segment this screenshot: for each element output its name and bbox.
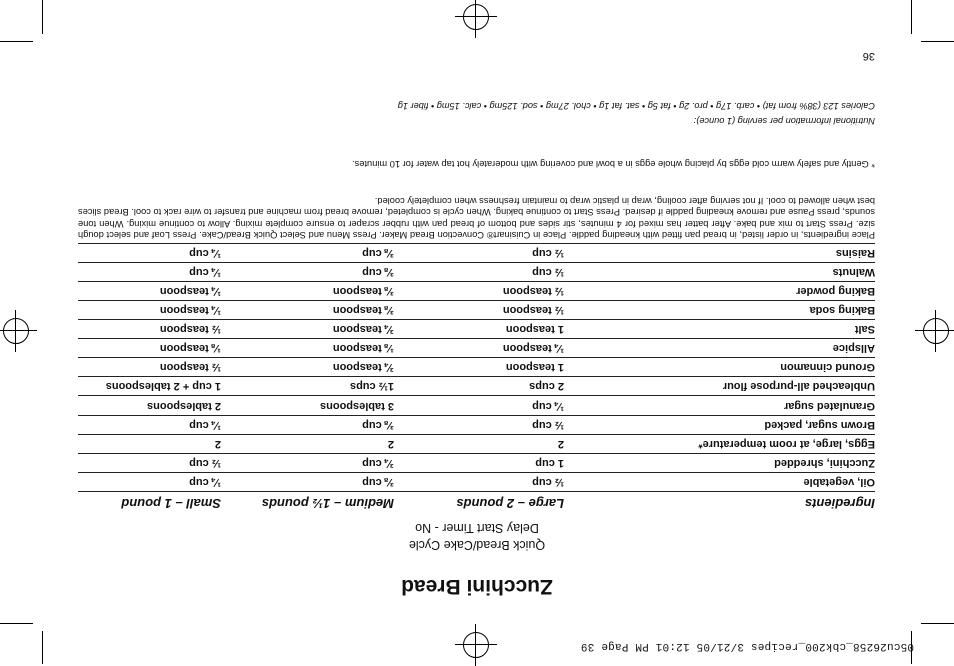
amount-small: ½ cup — [189, 456, 221, 469]
table-row — [78, 281, 875, 301]
ingredient-name: Unbleached all-purpose flour — [722, 380, 875, 393]
page-number: 36 — [862, 50, 875, 62]
ingredient-name: Salt — [854, 323, 875, 336]
amount-large: ¼ teaspoon — [502, 342, 564, 355]
table-row — [78, 243, 875, 263]
amount-medium: 1½ cups — [349, 380, 394, 393]
amount-large: ½ cup — [532, 265, 564, 278]
ingredient-name: Granulated sugar — [783, 399, 875, 412]
table-row — [78, 262, 875, 282]
amount-medium: ⅜ teaspoon — [332, 304, 394, 317]
ingredient-name: Eggs, large, at room temperature* — [698, 437, 875, 450]
amount-medium: ¾ teaspoon — [332, 361, 394, 374]
amount-large: ½ teaspoon — [502, 285, 564, 297]
amount-medium: 2 — [387, 437, 394, 450]
registration-mark-icon — [463, 632, 489, 658]
amount-large: ½ cup — [532, 476, 564, 488]
amount-large: 2 cups — [529, 380, 564, 393]
amount-large: 2 — [557, 437, 564, 450]
ingredient-name: Raisins — [835, 246, 875, 259]
table-row — [78, 434, 875, 454]
amount-small: ¼ cup — [189, 246, 221, 259]
registration-mark-icon — [3, 318, 29, 344]
amount-medium: ⅛ teaspoon — [332, 342, 394, 355]
amount-medium: 3 tablespoons — [320, 399, 394, 412]
table-row — [78, 338, 875, 358]
amount-small: 2 — [214, 437, 221, 450]
crop-mark — [911, 0, 912, 34]
amount-small: 2 tablespoons — [147, 399, 221, 412]
amount-medium: ¾ cup — [362, 456, 394, 469]
table-row — [78, 396, 875, 416]
nutrition-title: Nutritional information per serving (1 ounce): — [693, 116, 875, 126]
table-row — [78, 472, 875, 492]
amount-small: ½ teaspoon — [159, 323, 221, 336]
amount-large: ½ cup — [532, 418, 564, 431]
table-row — [78, 357, 875, 377]
print-slug: 05cu26258_cbk200_recipes 3/21/05 12:01 PM Page 39 — [580, 640, 914, 652]
crop-mark — [42, 0, 43, 34]
amount-medium: ⅜ cup — [362, 265, 394, 278]
amount-small: 1 cup + 2 tablespoons — [105, 380, 221, 393]
cycle-text: Quick Bread/Cake Cycle — [408, 538, 546, 552]
header-medium: Medium – 1½ pounds — [261, 496, 394, 511]
row-divider — [78, 243, 875, 244]
amount-small: ¼ cup — [189, 418, 221, 431]
amount-medium: ⅜ cup — [362, 246, 394, 259]
table-row — [78, 453, 875, 473]
amount-medium: ⅜ cup — [362, 476, 394, 488]
nutrition-values: Calories 123 (38% from fat) • carb. 17g • pro. 2g • fat 5g • sat. fat 1g • chol. 27mg • sod. 125mg • calc. 15mg • fiber 1g — [397, 101, 875, 111]
recipe-title: Zucchini Bread — [401, 575, 553, 598]
table-row — [78, 377, 875, 397]
ingredient-name: Allspice — [832, 342, 875, 355]
ingredient-name: Ground cinnamon — [780, 361, 875, 374]
ingredient-name: Oil, vegetable — [803, 476, 875, 488]
amount-large: ½ teaspoon — [502, 304, 564, 317]
table-row — [78, 300, 875, 320]
registration-mark-icon — [923, 318, 949, 344]
amount-large: 1 cup — [535, 456, 564, 469]
amount-small: ¼ cup — [189, 476, 221, 488]
crop-mark — [0, 41, 33, 42]
ingredient-name: Baking powder — [796, 285, 875, 297]
amount-medium: ⅜ cup — [362, 418, 394, 431]
amount-large: 1 teaspoon — [505, 323, 564, 336]
footnote: * Gently and safely warm cold eggs by placing whole eggs in a bowl and covering with moderately hot tap water for 10 minutes. — [352, 159, 875, 169]
crop-mark — [921, 623, 954, 624]
amount-small: ½ teaspoon — [159, 361, 221, 374]
table-row — [78, 415, 875, 435]
crop-mark — [921, 41, 954, 42]
header-ingredients: Ingredients — [804, 496, 875, 511]
amount-large: ¼ cup — [532, 399, 564, 412]
amount-small: ¼ teaspoon — [159, 304, 221, 317]
registration-mark-icon — [463, 4, 489, 30]
table-row — [78, 319, 875, 339]
ingredient-name: Brown sugar, packed — [764, 418, 875, 431]
amount-small: ¼ cup — [189, 265, 221, 278]
amount-large: ½ cup — [532, 246, 564, 259]
amount-medium: ¾ teaspoon — [332, 323, 394, 336]
timer-text: Delay Start Timer - No — [415, 521, 539, 535]
amount-medium: ⅜ teaspoon — [332, 285, 394, 297]
ingredient-name: Baking soda — [809, 304, 875, 317]
header-small: Small – 1 pound — [121, 496, 221, 511]
ingredient-name: Walnuts — [832, 265, 875, 278]
amount-small: ⅛ teaspoon — [159, 342, 221, 355]
amount-small: ¼ teaspoon — [159, 285, 221, 297]
method-text: Place ingredients, in order listed, in bread pan fitted with kneading paddle. Place in Cuisinart® Convection Bread Maker. Press Menu and Select Quick Bread/Cake. Press Loaf and select dough size. Press Start to mix and bake. After batter has mixed for 4 minutes, stir sides and bottom of bread pan with rubber scraper to ensure complete mixing. Allow to continue mixing. When tone sounds, press Pause and remove kneading paddle if desired. Press Start to continue baking. When cycle is completed, remove bread from machine and transfer to wire rack to cool. Bread slices best when allowed to cool. If not serving after cooling, wrap in plastic wrap to maintain freshness when completely cooled. — [78, 195, 875, 240]
header-large: Large – 2 pounds — [456, 496, 564, 511]
amount-large: 1 teaspoon — [505, 361, 564, 374]
crop-mark — [0, 623, 33, 624]
crop-mark — [42, 631, 43, 664]
ingredient-name: Zucchini, shredded — [774, 456, 875, 469]
